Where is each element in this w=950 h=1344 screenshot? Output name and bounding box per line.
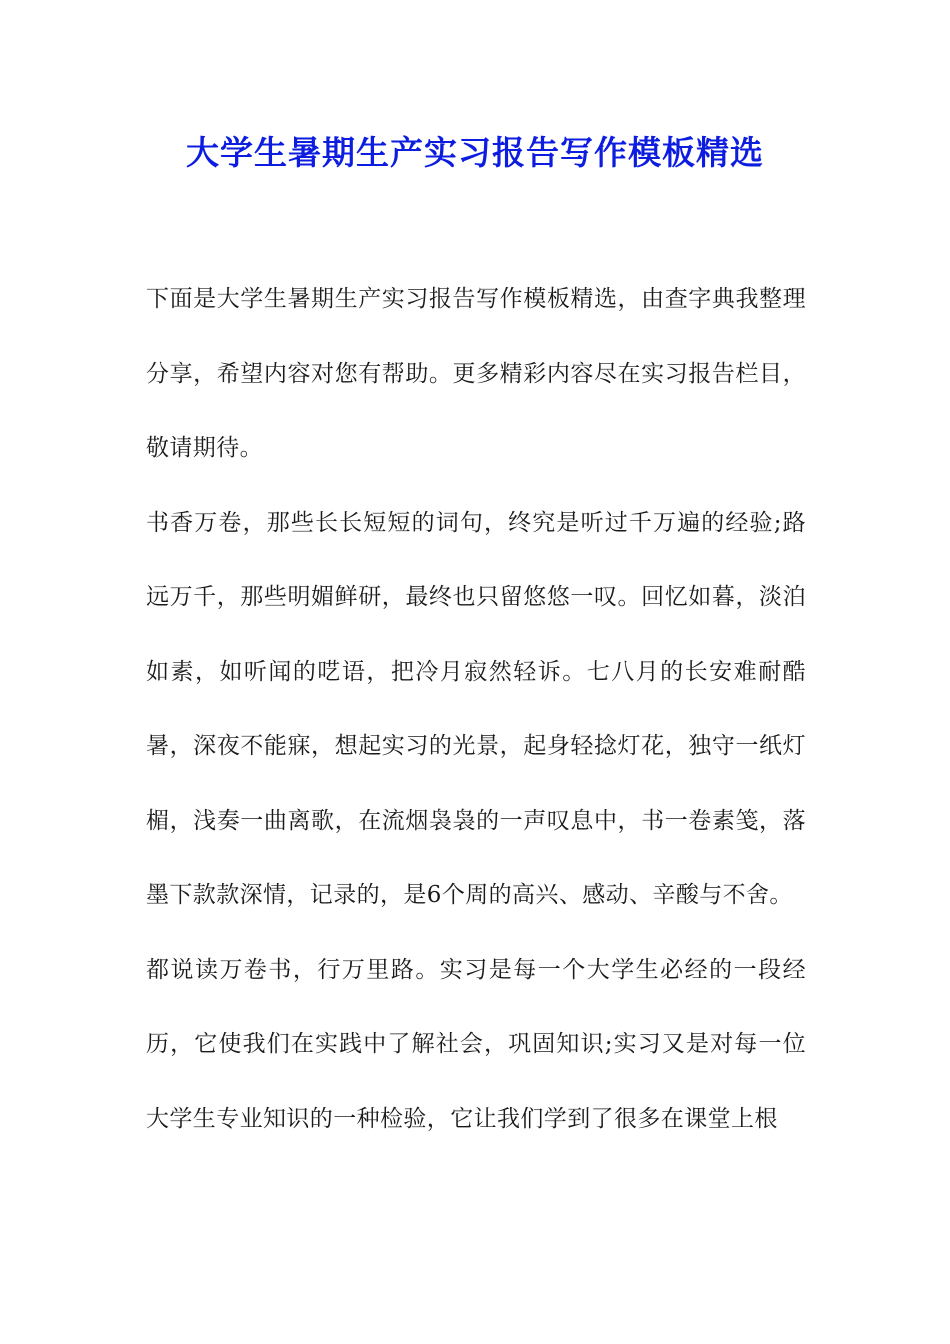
paragraph-memories: 书香万卷，那些长长短短的词句，终究是听过千万遍的经验;路远万千，那些明媚鲜研，最终也只留悠悠一叹。回忆如暮，淡泊如素，如听闻的呓语，把冷月寂然轻诉。七八月的长安难耐酷暑，深夜不能寐，想起实习的光景，起身轻捻灯花，独守一纸灯楣，浅奏一曲离歌，在流烟袅袅的一声叹息中，书一卷素笺，落墨下款款深情，记录的，是6个周的高兴、感动、辛酸与不舍。 [146,509,806,908]
document-body [146,262,806,1156]
document-title: 大学生暑期生产实习报告写作模板精选 [186,133,764,172]
paragraph-intro: 下面是大学生暑期生产实习报告写作模板精选，由查字典我整理分享，希望内容对您有帮助。更多精彩内容尽在实习报告栏目，敬请期待。 [146,286,806,461]
paragraph-internship: 都说读万卷书，行万里路。实习是每一个大学生必经的一段经历，它使我们在实践中了解社会，巩固知识;实习又是对每一位大学生专业知识的一种检验，它让我们学到了很多在课堂上根 [146,956,806,1132]
